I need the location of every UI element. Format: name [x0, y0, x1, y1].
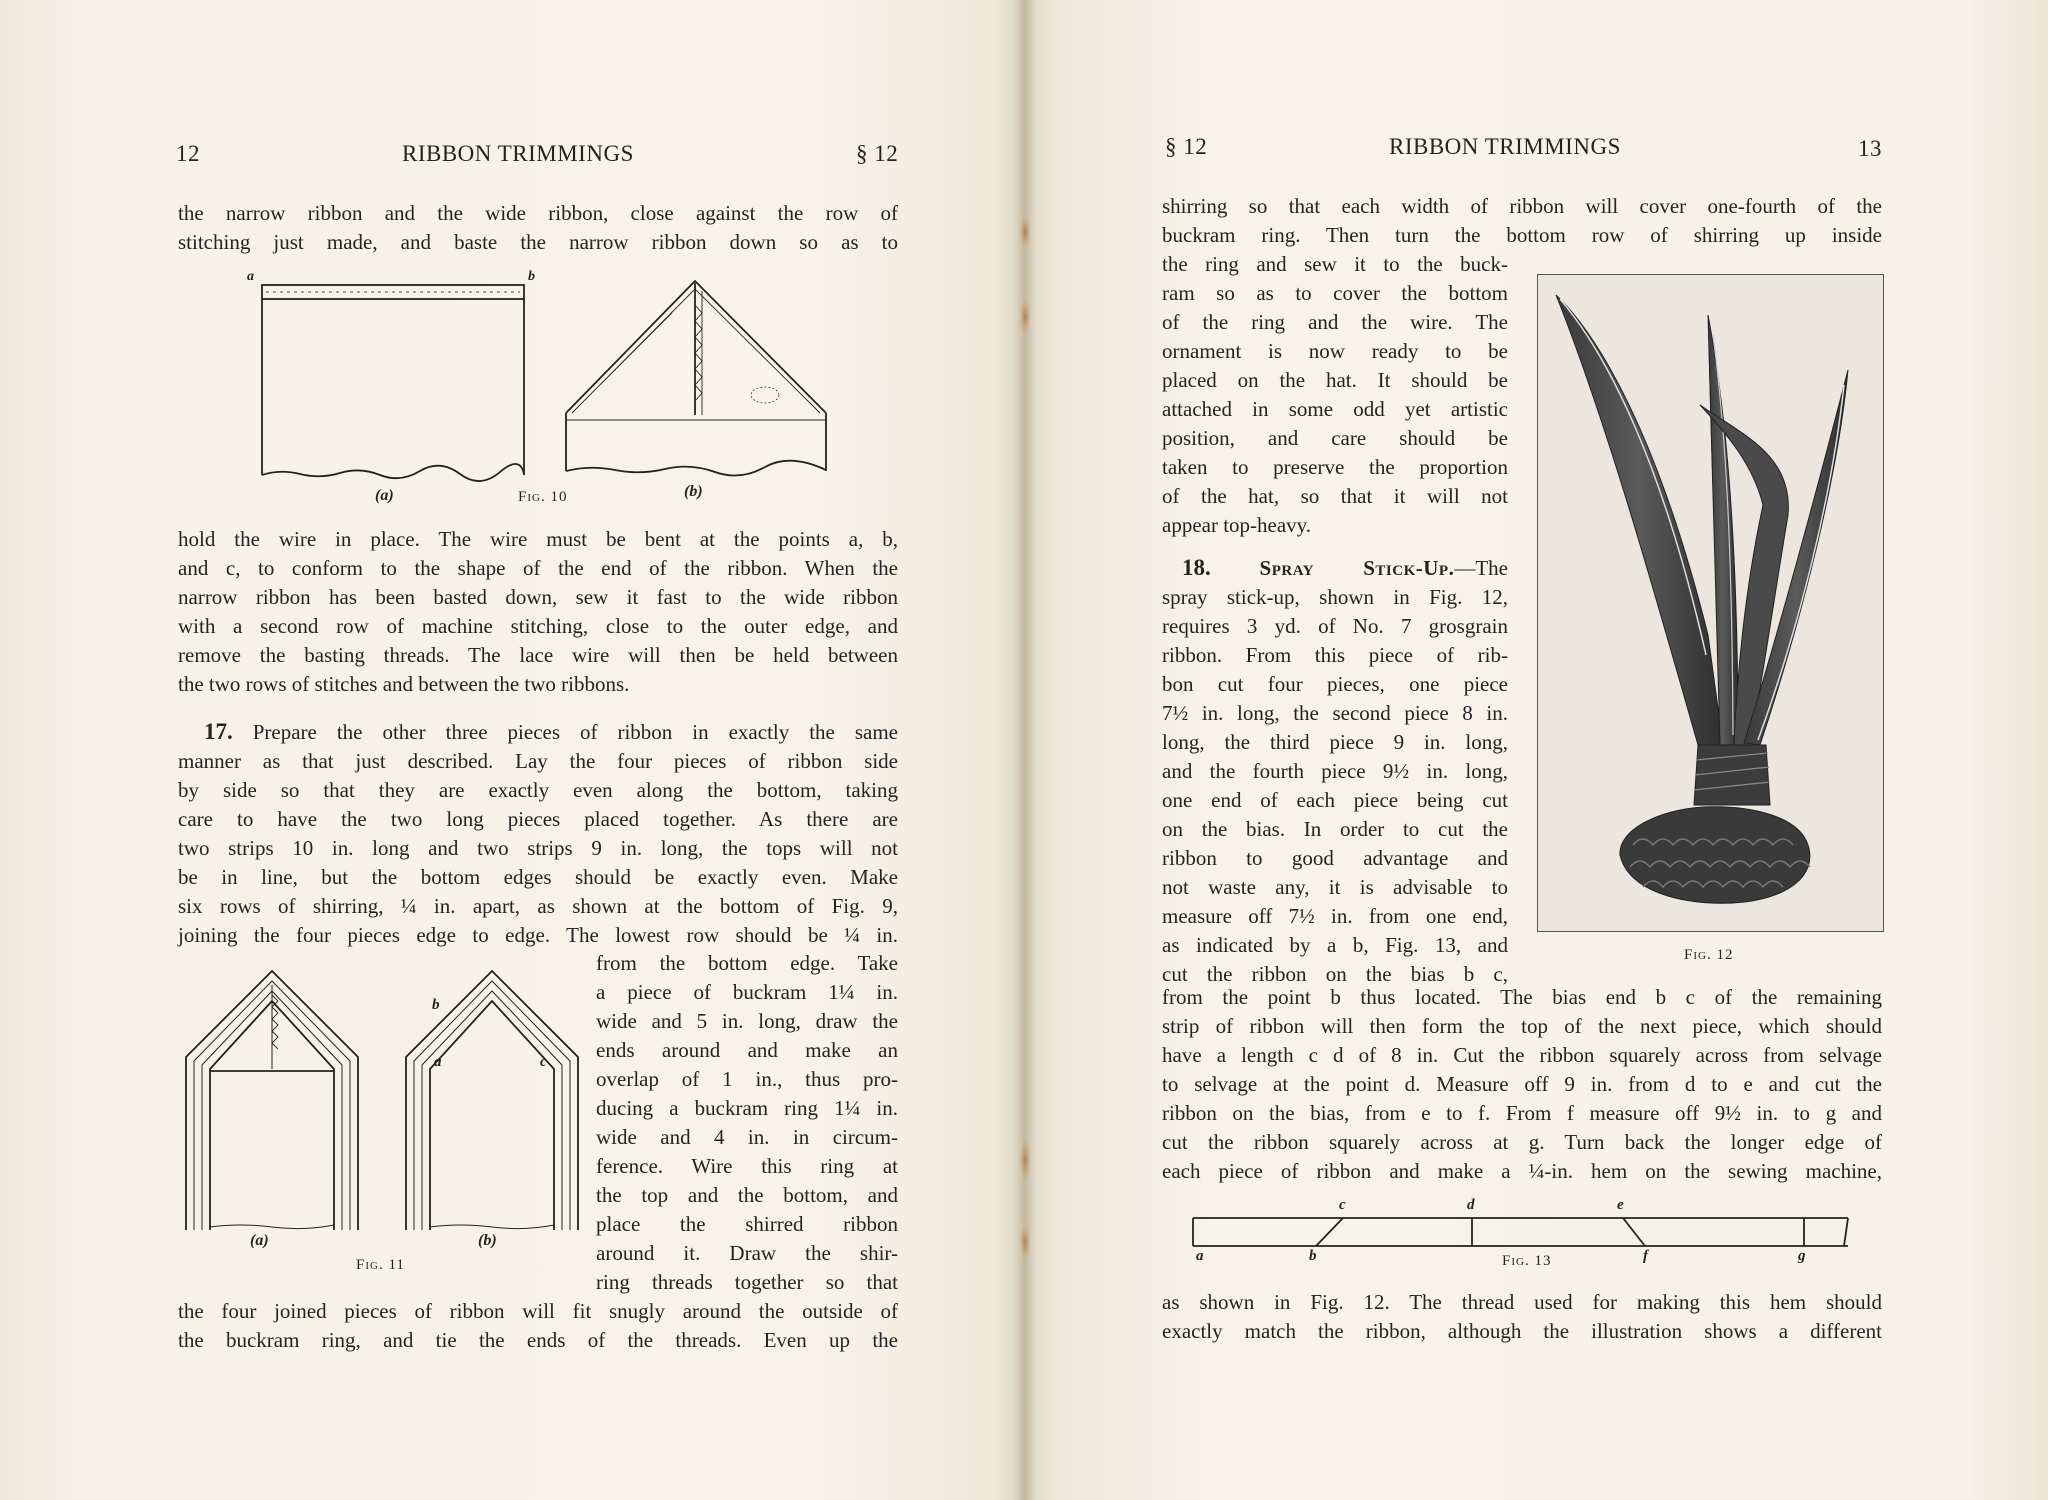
figure-13 [1188, 1212, 1858, 1252]
fig13-caption: Fig. 13 [1502, 1253, 1552, 1269]
text-line: 7½ in. long, the second piece 8 in. [1162, 701, 1508, 725]
right-para-bottom [1162, 1288, 1882, 1346]
text-line: wide and 5 in. long, draw the [596, 1009, 898, 1033]
paragraph-number: 17. [204, 719, 233, 744]
text-line: the four joined pieces of ribbon will fit snugly around the outside of [178, 1299, 898, 1323]
text-line: and the fourth piece 9½ in. long, [1162, 759, 1508, 783]
fig11-label-a: (a) [250, 1232, 269, 1249]
left-para-middle [178, 525, 898, 699]
text-line: attached in some odd yet artistic [1162, 397, 1508, 421]
text-line: ribbon to good advantage and [1162, 846, 1508, 870]
figure-12-photo [1537, 274, 1884, 932]
text-line: long, the third piece 9 in. long, [1162, 730, 1508, 754]
fig13-label-a: a [1196, 1248, 1204, 1264]
text-line: ducing a buckram ring 1¼ in. [596, 1096, 898, 1120]
text-line: to selvage at the point d. Measure off 9 in. from d to e and cut the [1162, 1072, 1882, 1096]
text-line: from the bottom edge. Take [596, 951, 898, 975]
paragraph-17-bottom [178, 1297, 898, 1355]
text-line: one end of each piece being cut [1162, 788, 1508, 812]
text-line: appear top-heavy. [1162, 513, 1312, 537]
text-line: spray stick-up, shown in Fig. 12, [1162, 585, 1508, 609]
text-line: overlap of 1 in., thus pro- [596, 1067, 898, 1091]
text-line: the top and the bottom, and [596, 1183, 898, 1207]
paragraph-18 [1162, 553, 1508, 989]
page-number-left: 12 [176, 141, 200, 166]
text-line: ends around and make an [596, 1038, 898, 1062]
text-line: be in line, but the bottom edges should be exactly even. Make [178, 865, 898, 889]
text-line: six rows of shirring, ¼ in. apart, as shown at the bottom of Fig. 9, [178, 894, 898, 918]
text-line: wide and 4 in. in circum- [596, 1125, 898, 1149]
text-line: by side so that they are exactly even along the bottom, taking [178, 778, 898, 802]
text-line: as shown in Fig. 12. The thread used for making this hem should [1162, 1290, 1882, 1314]
text-line: ring threads together so that [596, 1270, 898, 1294]
text-line: of the ring and the wire. The [1162, 310, 1508, 334]
paragraph-17 [178, 717, 898, 950]
text-line: the ring and sew it to the buck- [1162, 252, 1508, 276]
text-line: —The [1454, 556, 1508, 580]
binding-stitch [1020, 215, 1030, 249]
text-line: not waste any, it is advisable to [1162, 875, 1508, 899]
text-line: narrow ribbon has been basted down, sew it fast to the wide ribbon [178, 585, 898, 609]
section-mark-left: § 12 [856, 141, 899, 166]
text-line: strip of ribbon will then form the top of the next piece, which should [1162, 1014, 1882, 1038]
fig11-point-c: c [540, 1054, 547, 1070]
text-line: the two rows of stitches and between the two ribbons. [178, 672, 630, 696]
text-line: ribbon. From this piece of rib- [1162, 643, 1508, 667]
text-line: on the bias. In order to cut the [1162, 817, 1508, 841]
paragraph-18-full [1162, 983, 1882, 1186]
spray-stick-up-illustration [1538, 275, 1883, 931]
fig10-label-b: (b) [684, 483, 703, 500]
fig10-label-a: (a) [375, 487, 394, 504]
fig10-point-a: a [247, 269, 254, 284]
fig10-caption: Fig. 10 [518, 489, 568, 505]
paragraph-heading: Spray Stick-Up. [1259, 556, 1455, 580]
figure-11 [180, 965, 590, 1235]
fig13-label-e: e [1617, 1197, 1624, 1213]
fig13-label-d: d [1467, 1197, 1475, 1213]
text-line: as indicated by a b, Fig. 13, and [1162, 933, 1508, 957]
text-line: Prepare the other three pieces of ribbon in exactly the same [252, 720, 898, 744]
text-line: hold the wire in place. The wire must be bent at the points a, b, [178, 527, 898, 551]
text-line: the buckram ring, and tie the ends of the threads. Even up the [178, 1328, 898, 1352]
fig11-caption: Fig. 11 [356, 1257, 405, 1273]
running-title-left: RIBBON TRIMMINGS [402, 141, 634, 166]
binding-stitch [1020, 1140, 1030, 1180]
right-para-top [1162, 192, 1882, 250]
text-line: a piece of buckram 1¼ in. [596, 980, 898, 1004]
fig13-label-f: f [1643, 1248, 1648, 1264]
text-line: care to have the two long pieces placed together. As there are [178, 807, 898, 831]
text-line: around it. Draw the shir- [596, 1241, 898, 1265]
section-mark-right: § 12 [1165, 134, 1208, 159]
text-line: ornament is now ready to be [1162, 339, 1508, 363]
text-line: remove the basting threads. The lace wire will then be held between [178, 643, 898, 667]
text-line: ference. Wire this ring at [596, 1154, 898, 1178]
text-line: have a length c d of 8 in. Cut the ribbon squarely across from selvage [1162, 1043, 1882, 1067]
text-line: shirring so that each width of ribbon will cover one-fourth of the [1162, 194, 1882, 218]
text-line: manner as that just described. Lay the four pieces of ribbon side [178, 749, 898, 773]
text-line: each piece of ribbon and make a ¼-in. hem on the sewing machine, [1162, 1159, 1882, 1183]
text-line: ram so as to cover the bottom [1162, 281, 1508, 305]
page-number-right: 13 [1858, 136, 1882, 161]
fig11-label-b: (b) [478, 1232, 497, 1249]
text-line: joining the four pieces edge to edge. The lowest row should be ¼ in. [178, 923, 898, 947]
figure-10 [240, 265, 840, 515]
fig13-label-g: g [1798, 1248, 1806, 1264]
binding-stitch [1020, 300, 1030, 334]
text-line: stitching just made, and baste the narrow ribbon down so as to [178, 230, 898, 254]
text-line: measure off 7½ in. from one end, [1162, 904, 1508, 928]
text-line: requires 3 yd. of No. 7 grosgrain [1162, 614, 1508, 638]
left-para-top [178, 199, 898, 257]
fig11-point-b: b [432, 997, 440, 1013]
fig13-label-b: b [1309, 1248, 1317, 1264]
text-line: cut the ribbon on the bias b c, [1162, 962, 1508, 986]
fig11-point-a: a [434, 1054, 442, 1070]
text-line: bon cut four pieces, one piece [1162, 672, 1508, 696]
fig10-point-b: b [528, 269, 535, 284]
text-line: cut the ribbon squarely across at g. Turn back the longer edge of [1162, 1130, 1882, 1154]
text-line: from the point b thus located. The bias end b c of the remaining [1162, 985, 1882, 1009]
right-para-narrow [1162, 250, 1508, 540]
text-line: the narrow ribbon and the wide ribbon, close against the row of [178, 201, 898, 225]
text-line: place the shirred ribbon [596, 1212, 898, 1236]
text-line: two strips 10 in. long and two strips 9 in. long, the tops will not [178, 836, 898, 860]
text-line: of the hat, so that it will not [1162, 484, 1508, 508]
running-title-right: RIBBON TRIMMINGS [1389, 134, 1621, 159]
text-line: exactly match the ribbon, although the illustration shows a different [1162, 1319, 1882, 1343]
text-line: buckram ring. Then turn the bottom row of shirring up inside [1162, 223, 1882, 247]
text-line: placed on the hat. It should be [1162, 368, 1508, 392]
fig13-label-c: c [1339, 1197, 1346, 1213]
text-line: ribbon on the bias, from e to f. From f measure off 9½ in. to g and [1162, 1101, 1882, 1125]
paragraph-17-narrow [596, 949, 898, 1297]
paragraph-number: 18. [1182, 555, 1211, 580]
text-line: position, and care should be [1162, 426, 1508, 450]
text-line: and c, to conform to the shape of the end of the ribbon. When the [178, 556, 898, 580]
text-line: with a second row of machine stitching, close to the outer edge, and [178, 614, 898, 638]
text-line: taken to preserve the proportion [1162, 455, 1508, 479]
binding-stitch [1020, 1225, 1030, 1259]
fig12-caption: Fig. 12 [1684, 947, 1734, 963]
